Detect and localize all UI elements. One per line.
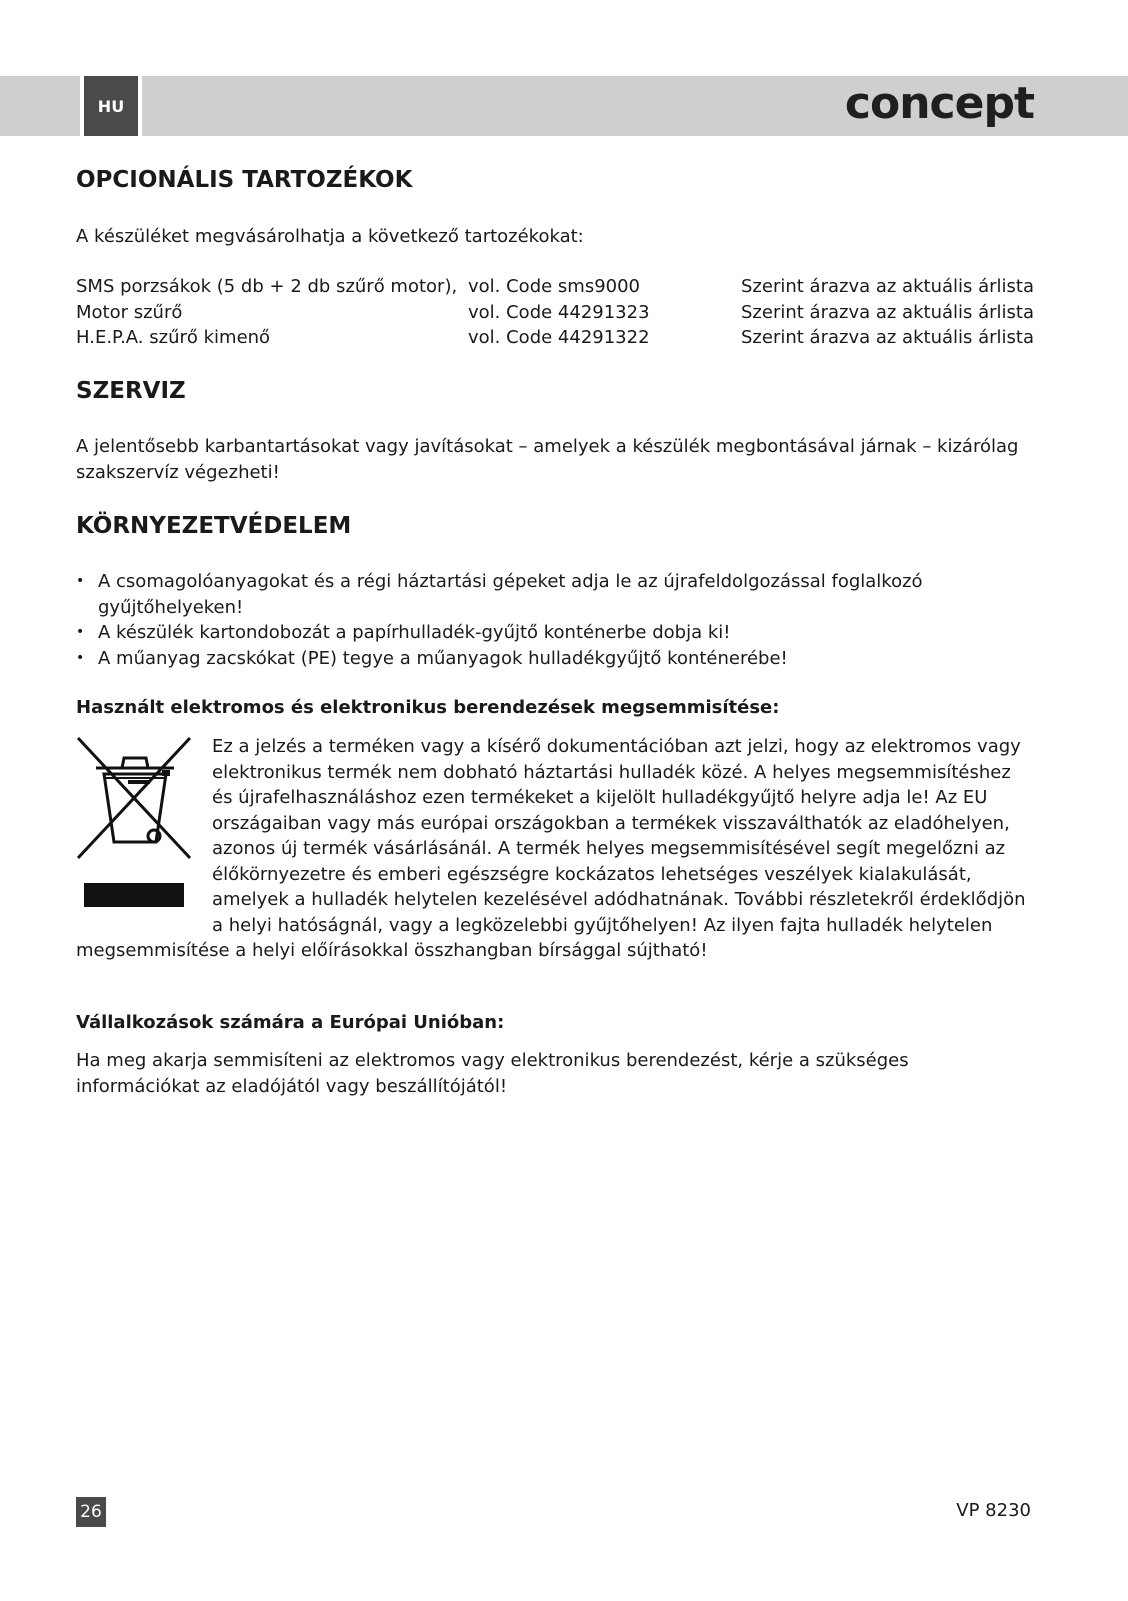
accessory-code: vol. Code 44291322	[468, 327, 650, 348]
accessories-intro: A készüléket megvásárolhatja a következő tartozékokat:	[76, 226, 584, 247]
table-row	[76, 300, 1036, 326]
accessory-price: Szerint árazva az aktuális árlista	[741, 276, 1035, 297]
accessories-table	[76, 274, 1036, 351]
accessory-price: Szerint árazva az aktuális árlista	[741, 327, 1035, 348]
model-number: VP 8230	[956, 1500, 1031, 1521]
section-title-service: SZERVIZ	[76, 378, 186, 404]
weee-heading: Használt elektromos és elektronikus berendezések megsemmisítése:	[76, 697, 780, 718]
page-number: 26	[76, 1497, 106, 1527]
accessory-code: vol. Code sms9000	[468, 276, 641, 297]
weee-text: Ez a jelzés a terméken vagy a kísérő dokumentációban azt jelzi, hogy az elektromos vagy elektronikus termék nem dobható háztartási hulladék közé. A helyes megsemmisítéshez és újrafelhasználáshoz ezen termékeket a kijelölt hulladékgyűjtő helyre adja le! Az EU országaiban vagy más európai országokban a termékek visszaválthatók az eladóhelyen, azonos új termék vásárlásánál. A termék helyes megsemmisítésével segít megelőzni az élőkörnyezetre és emberi egészségre kockázatos lehetséges veszélyek kialakulását, amelyek a hulladék helytelen kezelésével adódhatnának. További részletekről érdeklődjön a helyi hatóságnál, vagy a legközelebbi gyűjtőhelyen! Az ilyen fajta hulladék helytelen megsemmisítése a helyi előírásokkal összhangban bírsággal sújtható!	[76, 736, 1026, 961]
section-title-environment: KÖRNYEZETVÉDELEM	[76, 513, 352, 539]
list-item: • A készülék kartondobozát a papírhulladék-gyűjtő konténerbe dobja ki!	[76, 620, 1036, 646]
list-item: • A csomagolóanyagokat és a régi háztartási gépeket adja le az újrafeldolgozással foglalkozó gyűjtőhelyeken!	[76, 569, 1036, 620]
environment-bullets	[76, 569, 1036, 671]
crossed-out-wheelie-bin-icon	[76, 736, 192, 911]
table-row	[76, 274, 1036, 300]
accessory-name: Motor szűrő	[76, 301, 183, 323]
section-title-accessories: OPCIONÁLIS TARTOZÉKOK	[76, 167, 413, 193]
service-text: A jelentősebb karbantartásokat vagy javításokat – amelyek a készülék megbontásával járnak – kizárólag szakszervíz végezheti!	[76, 436, 1019, 483]
accessory-name: H.E.P.A. szűrő kimenő	[76, 327, 271, 348]
table-row	[76, 325, 1036, 351]
accessory-code: vol. Code 44291323	[468, 301, 650, 323]
weee-text-block	[76, 734, 1036, 964]
business-heading: Vállalkozások számára a Európai Unióban:	[76, 1012, 505, 1033]
language-badge: HU	[80, 76, 142, 136]
accessory-name: SMS porzsákok (5 db + 2 db szűrő motor),	[76, 276, 458, 297]
business-text: Ha meg akarja semmisíteni az elektromos vagy elektronikus berendezést, kérje a szükséges információkat az eladójától vagy beszállítójától!	[76, 1050, 909, 1097]
accessory-price: Szerint árazva az aktuális árlista	[741, 301, 1035, 323]
brand-logo: concept	[844, 78, 1034, 129]
list-item: • A műanyag zacskókat (PE) tegye a műanyagok hulladékgyűjtő konténerébe!	[76, 646, 1036, 672]
